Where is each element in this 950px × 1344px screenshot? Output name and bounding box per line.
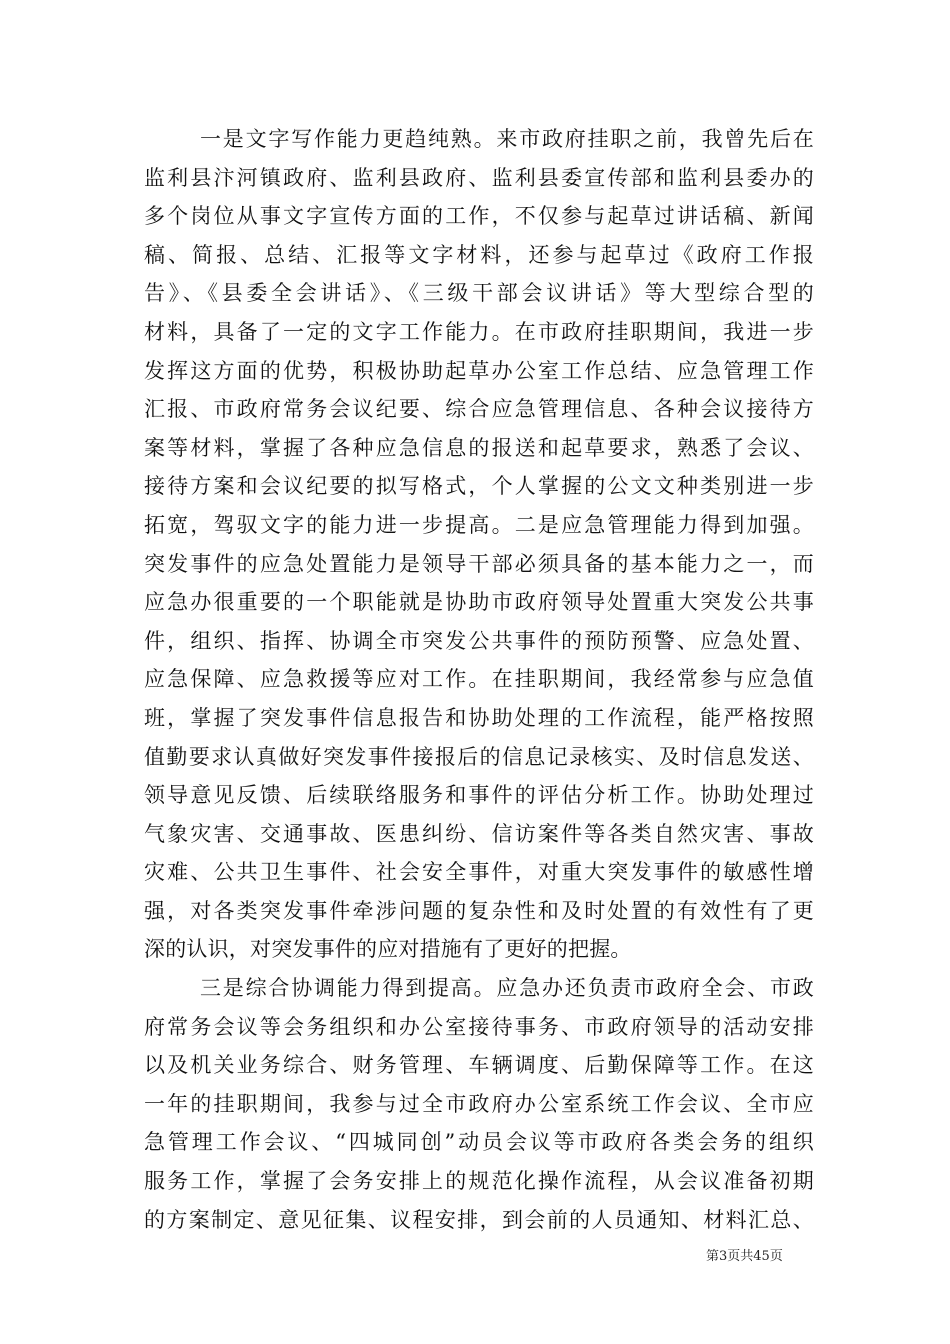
- document-body: [144, 120, 814, 1239]
- text-line: 监利县汴河镇政府、监利县政府、监利县委宣传部和监利县委办的: [144, 165, 814, 190]
- text-line: 一年的挂职期间，我参与过全市政府办公室系统工作会议、全市应: [144, 1091, 814, 1116]
- text-line: 拓宽，驾驭文字的能力进一步提高。二是应急管理能力得到加强。: [144, 512, 814, 537]
- text-line: 以及机关业务综合、财务管理、车辆调度、后勤保障等工作。在这: [144, 1053, 814, 1078]
- text-line: 材料，具备了一定的文字工作能力。在市政府挂职期间，我进一步: [144, 319, 814, 344]
- text-line: 急管理工作会议、“四城同创”动员会议等市政府各类会务的组织: [144, 1130, 814, 1155]
- text-line: 多个岗位从事文字宣传方面的工作，不仅参与起草过讲话稿、新闻: [144, 204, 814, 229]
- text-line: 接待方案和会议纪要的拟写格式，个人掌握的公文文种类别进一步: [144, 474, 814, 499]
- text-line: 告》、《县委全会讲话》、《三级干部会议讲话》等大型综合型的: [144, 281, 814, 306]
- text-line: 深的认识，对突发事件的应对措施有了更好的把握。: [144, 937, 632, 962]
- text-line: 三是综合协调能力得到提高。应急办还负责市政府全会、市政: [200, 976, 814, 1001]
- text-line: 强，对各类突发事件牵涉问题的复杂性和及时处置的有效性有了更: [144, 898, 814, 923]
- text-line: 稿、简报、总结、汇报等文字材料，还参与起草过《政府工作报: [144, 242, 814, 267]
- text-line: 值勤要求认真做好突发事件接报后的信息记录核实、及时信息发送、: [144, 744, 814, 769]
- text-line: 案等材料，掌握了各种应急信息的报送和起草要求，熟悉了会议、: [144, 435, 814, 460]
- text-line: 应急办很重要的一个职能就是协助市政府领导处置重大突发公共事: [144, 590, 814, 615]
- text-line: 一是文字写作能力更趋纯熟。来市政府挂职之前，我曾先后在: [200, 127, 814, 151]
- text-line: 服务工作，掌握了会务安排上的规范化操作流程，从会议准备初期: [144, 1169, 814, 1194]
- text-line: 突发事件的应急处置能力是领导干部必须具备的基本能力之一，而: [144, 551, 814, 576]
- text-line: 发挥这方面的优势，积极协助起草办公室工作总结、应急管理工作: [144, 358, 814, 383]
- page-number: 第3页共45页: [706, 1249, 783, 1264]
- text-line: 应急保障、应急救援等应对工作。在挂职期间，我经常参与应急值: [144, 667, 814, 692]
- text-line: 汇报、市政府常务会议纪要、综合应急管理信息、各种会议接待方: [144, 397, 814, 422]
- text-line: 的方案制定、意见征集、议程安排，到会前的人员通知、材料汇总、: [144, 1207, 814, 1232]
- text-line: 府常务会议等会务组织和办公室接待事务、市政府领导的活动安排: [144, 1014, 814, 1039]
- text-line: 气象灾害、交通事故、医患纠纷、信访案件等各类自然灾害、事故: [144, 821, 814, 846]
- text-line: 领导意见反馈、后续联络服务和事件的评估分析工作。协助处理过: [144, 783, 814, 808]
- text-line: 件，组织、指挥、协调全市突发公共事件的预防预警、应急处置、: [144, 628, 814, 653]
- text-line: 灾难、公共卫生事件、社会安全事件，对重大突发事件的敏感性增: [144, 860, 814, 885]
- text-line: 班，掌握了突发事件信息报告和协助处理的工作流程，能严格按照: [144, 705, 814, 730]
